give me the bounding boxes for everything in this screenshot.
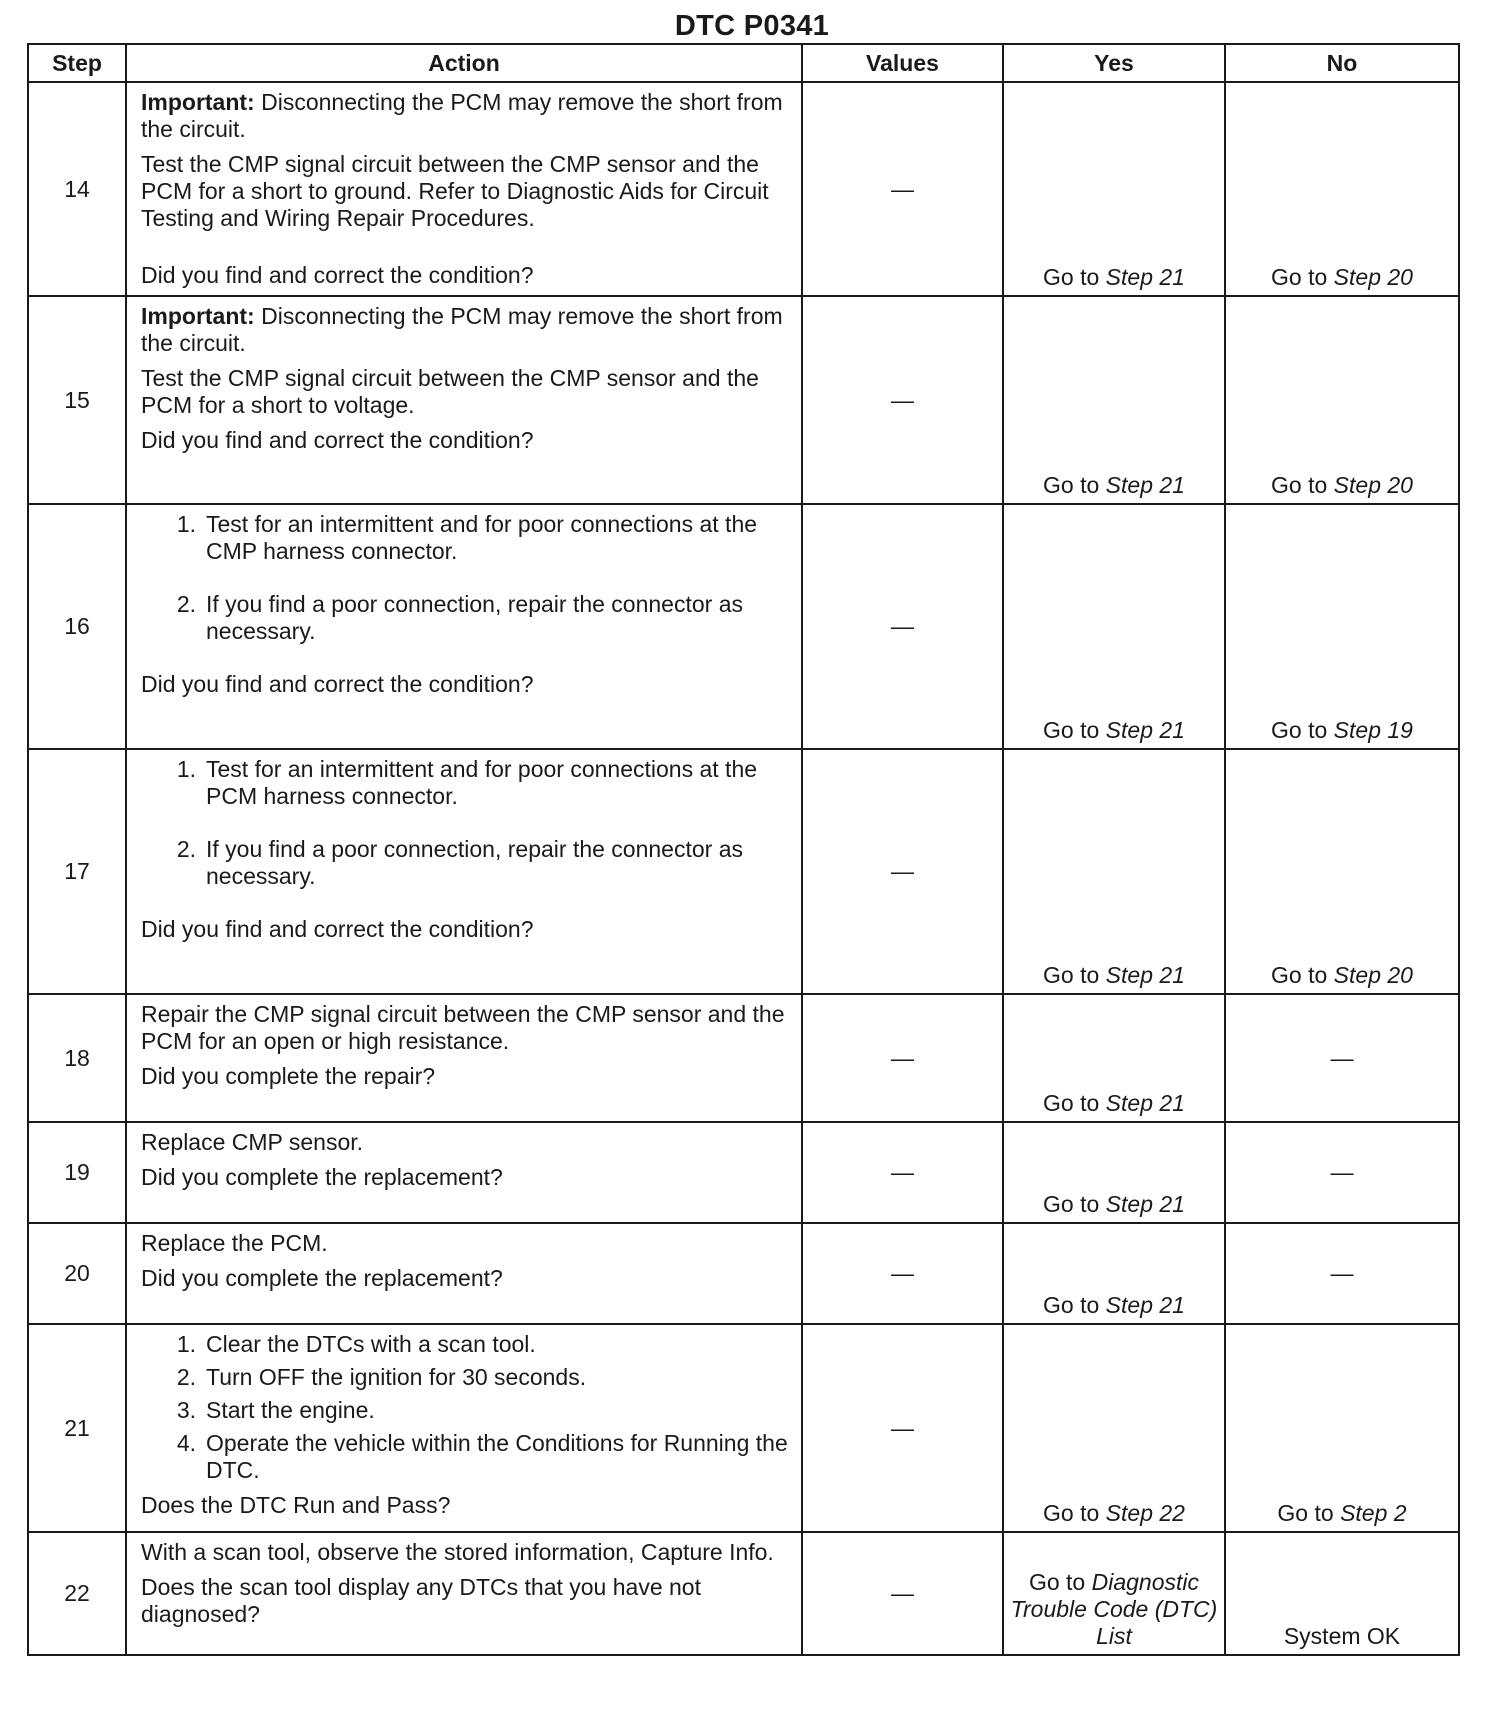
yes-cell xyxy=(1003,1532,1225,1655)
list-item: 4. Operate the vehicle within the Conditions for Running the DTC. xyxy=(176,1430,788,1483)
important-note xyxy=(141,89,791,143)
step-number: 20 xyxy=(28,1223,126,1324)
yes-link: Diagnostic Trouble Code (DTC) List xyxy=(1010,1569,1218,1649)
goto-text: Go to xyxy=(1043,1090,1100,1116)
action-cell xyxy=(126,1122,802,1223)
important-text: Disconnecting the PCM may remove the short from the circuit. xyxy=(141,89,783,142)
goto-text: Go to xyxy=(1043,264,1100,290)
table-row xyxy=(28,749,1459,994)
step-number: 18 xyxy=(28,994,126,1122)
action-cell xyxy=(126,82,802,296)
yes-cell xyxy=(1003,749,1225,994)
no-cell xyxy=(1225,504,1459,749)
list-item: 2. Turn OFF the ignition for 30 seconds. xyxy=(176,1364,587,1390)
action-question: Did you find and correct the condition? xyxy=(141,427,534,453)
no-link: Step 20 xyxy=(1333,962,1413,988)
values-cell: — xyxy=(802,1324,1003,1532)
header-no: No xyxy=(1225,44,1459,82)
yes-cell xyxy=(1003,1324,1225,1532)
action-cell xyxy=(126,1532,802,1655)
action-question: Did you find and correct the condition? xyxy=(141,671,534,697)
table-row xyxy=(28,82,1459,296)
list-item: 2. If you find a poor connection, repair the connector as necessary. xyxy=(176,836,743,889)
step-number: 16 xyxy=(28,504,126,749)
no-cell: — xyxy=(1225,1122,1459,1223)
action-cell xyxy=(126,296,802,504)
header-row xyxy=(28,44,1459,82)
yes-link: Step 21 xyxy=(1105,1292,1185,1318)
action-question: Does the DTC Run and Pass? xyxy=(141,1492,451,1518)
yes-link: Step 21 xyxy=(1105,962,1185,988)
action-text: Replace CMP sensor. xyxy=(141,1129,364,1155)
no-link: Step 20 xyxy=(1333,264,1413,290)
action-cell xyxy=(126,504,802,749)
table-row xyxy=(28,1324,1459,1532)
important-label: Important: xyxy=(141,303,255,329)
no-cell: — xyxy=(1225,1223,1459,1324)
yes-link: Step 21 xyxy=(1105,1090,1185,1116)
important-note xyxy=(141,303,791,357)
table-row xyxy=(28,994,1459,1122)
no-link: Step 2 xyxy=(1340,1500,1407,1526)
action-text: Repair the CMP signal circuit between the CMP sensor and the PCM for an open or high resistance. xyxy=(141,1001,785,1054)
step-number: 19 xyxy=(28,1122,126,1223)
list-item: 2. If you find a poor connection, repair the connector as necessary. xyxy=(176,591,743,644)
page-title: DTC P0341 xyxy=(674,10,830,42)
yes-link: Step 21 xyxy=(1105,472,1185,498)
yes-cell xyxy=(1003,296,1225,504)
header-yes: Yes xyxy=(1003,44,1225,82)
values-cell: — xyxy=(802,504,1003,749)
goto-text: Go to xyxy=(1277,1500,1334,1526)
dtc-table xyxy=(27,43,1460,1656)
goto-text: Go to xyxy=(1271,717,1328,743)
no-cell xyxy=(1225,749,1459,994)
list-item: 3. Start the engine. xyxy=(176,1397,375,1423)
step-number: 22 xyxy=(28,1532,126,1655)
goto-text: Go to xyxy=(1043,1500,1100,1526)
step-number: 15 xyxy=(28,296,126,504)
table-row xyxy=(28,504,1459,749)
values-cell: — xyxy=(802,82,1003,296)
yes-cell xyxy=(1003,82,1225,296)
step-number: 17 xyxy=(28,749,126,994)
yes-cell xyxy=(1003,1122,1225,1223)
action-cell xyxy=(126,749,802,994)
important-label: Important: xyxy=(141,89,255,115)
no-cell xyxy=(1225,82,1459,296)
no-link: Step 20 xyxy=(1333,472,1413,498)
goto-text: Go to xyxy=(1043,1292,1100,1318)
goto-text: Go to xyxy=(1043,472,1100,498)
action-list xyxy=(141,756,791,890)
action-cell xyxy=(126,1324,802,1532)
action-question: Did you find and correct the condition? xyxy=(141,262,534,288)
table-row xyxy=(28,1223,1459,1324)
goto-text: Go to xyxy=(1271,472,1328,498)
table-row xyxy=(28,1532,1459,1655)
values-cell: — xyxy=(802,296,1003,504)
table-row xyxy=(28,296,1459,504)
no-cell xyxy=(1225,1324,1459,1532)
yes-cell xyxy=(1003,994,1225,1122)
list-item: 1. Clear the DTCs with a scan tool. xyxy=(176,1331,536,1357)
header-values: Values xyxy=(802,44,1003,82)
yes-link: Step 21 xyxy=(1105,717,1185,743)
goto-text: Go to xyxy=(1028,1569,1086,1595)
no-cell xyxy=(1225,296,1459,504)
values-cell: — xyxy=(802,1532,1003,1655)
yes-cell xyxy=(1003,504,1225,749)
action-text: Replace the PCM. xyxy=(141,1230,328,1256)
action-cell xyxy=(126,1223,802,1324)
yes-link: Step 22 xyxy=(1105,1500,1185,1526)
goto-text: Go to xyxy=(1043,1191,1100,1217)
action-cell xyxy=(126,994,802,1122)
yes-link: Step 21 xyxy=(1105,264,1185,290)
action-question: Did you complete the replacement? xyxy=(141,1265,503,1291)
action-question: Does the scan tool display any DTCs that you have not diagnosed? xyxy=(141,1574,701,1627)
action-question: Did you find and correct the condition? xyxy=(141,916,534,942)
goto-text: Go to xyxy=(1271,264,1328,290)
step-number: 21 xyxy=(28,1324,126,1532)
action-text: Test the CMP signal circuit between the CMP sensor and the PCM for a short to ground. Refer to Diagnostic Aids for Circuit Testing and Wiring Repair Procedures. xyxy=(141,151,769,231)
important-text: Disconnecting the PCM may remove the short from the circuit. xyxy=(141,303,783,356)
yes-cell xyxy=(1003,1223,1225,1324)
header-step: Step xyxy=(28,44,126,82)
action-question: Did you complete the repair? xyxy=(141,1063,436,1089)
action-question: Did you complete the replacement? xyxy=(141,1164,503,1190)
no-cell: — xyxy=(1225,994,1459,1122)
list-item: 1. Test for an intermittent and for poor connections at the CMP harness connector. xyxy=(176,511,758,564)
goto-text: Go to xyxy=(1043,717,1100,743)
action-list xyxy=(141,511,791,645)
no-link: Step 19 xyxy=(1333,717,1413,743)
header-action: Action xyxy=(126,44,802,82)
values-cell: — xyxy=(802,994,1003,1122)
yes-link: Step 21 xyxy=(1105,1191,1185,1217)
goto-text: Go to xyxy=(1271,962,1328,988)
list-item: 1. Test for an intermittent and for poor connections at the PCM harness connector. xyxy=(176,756,758,809)
table-row xyxy=(28,1122,1459,1223)
step-number: 14 xyxy=(28,82,126,296)
action-list xyxy=(141,1331,791,1484)
goto-text: Go to xyxy=(1043,962,1100,988)
values-cell: — xyxy=(802,749,1003,994)
values-cell: — xyxy=(802,1223,1003,1324)
no-cell: System OK xyxy=(1225,1532,1459,1655)
action-text: Test the CMP signal circuit between the CMP sensor and the PCM for a short to voltage. xyxy=(141,365,759,418)
action-text: With a scan tool, observe the stored information, Capture Info. xyxy=(141,1539,774,1565)
values-cell: — xyxy=(802,1122,1003,1223)
